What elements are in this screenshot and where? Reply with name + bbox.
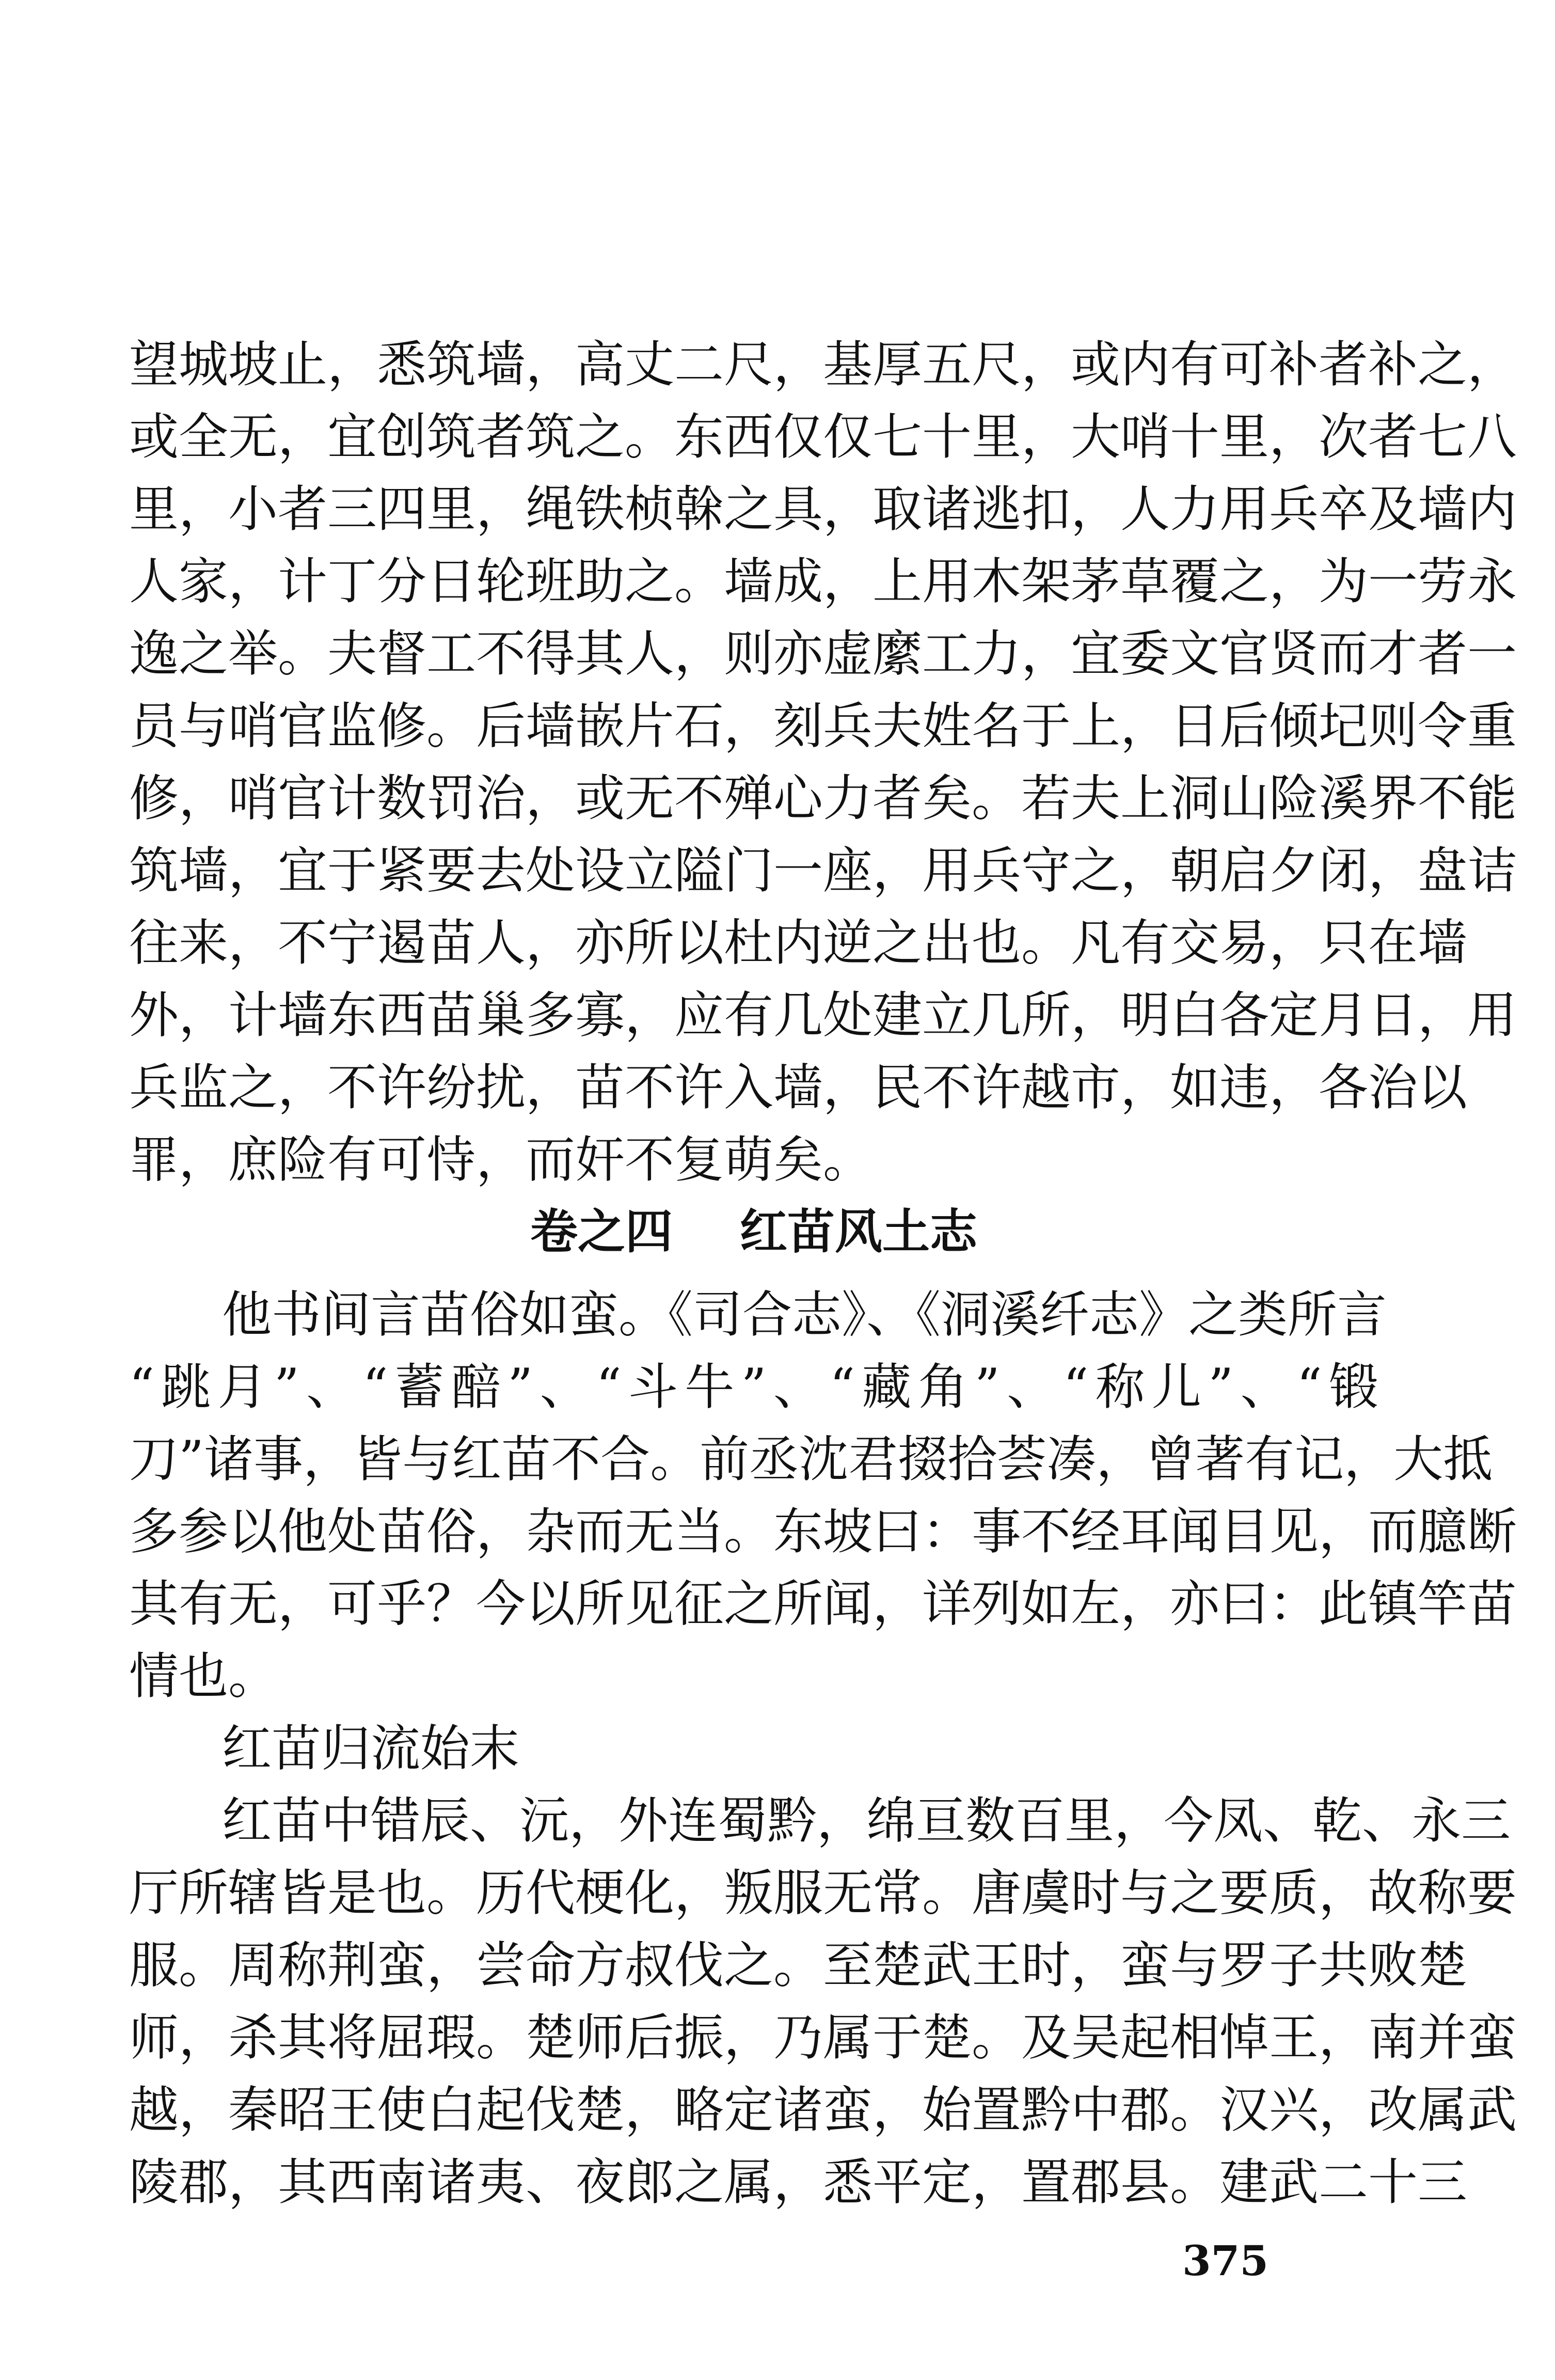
text-line: 其有无，可乎？今以所见征之所闻，详列如左，亦曰：此镇竿苗: [129, 1575, 1517, 1633]
text-line: 外，计墙东西苗巢多寡，应有几处建立几所，明白各定月日，用: [129, 986, 1517, 1044]
text-line: 人家，计丁分日轮班助之。墙成，上用木架茅草覆之，为一劳永: [129, 553, 1517, 610]
text-line: “跳月”、“蓄醅”、“斗牛”、“藏角”、“称儿”、“锻: [129, 1358, 1378, 1416]
text-line: 逸之举。夫督工不得其人，则亦虚縻工力，宜委文官贤而才者一: [129, 625, 1517, 683]
text-line: 往来，不宁遏苗人，亦所以杜内逆之出也。凡有交易，只在墙: [129, 914, 1467, 972]
text-line: 师，杀其将屈瑕。楚师后振，乃属于楚。及吴起相悼王，南并蛮: [129, 2009, 1517, 2067]
text-line: 或全无，宜创筑者筑之。东西仅仅七十里，大哨十里，次者七八: [129, 408, 1517, 466]
chapter-title: 红苗风土志: [740, 1204, 978, 1259]
text-line: 筑墙，宜于紧要去处设立隘门一座，用兵守之，朝启夕闭，盘诘: [129, 842, 1517, 900]
text-line: 刀”诸事，皆与红苗不合。前丞沈君掇拾荟凑，曾著有记，大抵: [129, 1430, 1493, 1488]
page-number: 375: [1182, 2236, 1268, 2285]
chapter-volume: 卷之四: [530, 1204, 673, 1259]
text-line: 修，哨官计数罚治，或无不殚心力者矣。若夫上洞山险溪界不能: [129, 769, 1517, 827]
text-line: 望城坡止，悉筑墙，高丈二尺，基厚五尺，或内有可补者补之，: [129, 336, 1517, 393]
section-subheading: 红苗归流始末: [222, 1720, 519, 1777]
text-line: 情也。: [129, 1647, 278, 1705]
text-line: 员与哨官监修。后墙嵌片石，刻兵夫姓名于上，日后倾圮则令重: [129, 697, 1517, 755]
text-line: 罪，庶险有可恃，而奸不复萌矣。: [129, 1131, 872, 1189]
text-line: 红苗中错辰、沅，外连蜀黔，绵亘数百里，今凤、乾、永三: [222, 1792, 1511, 1850]
text-line: 陵郡，其西南诸夷、夜郎之属，悉平定，置郡县。建武二十三: [129, 2153, 1467, 2211]
text-line: 他书间言苗俗如蛮。《司合志》、《洞溪纤志》之类所言: [222, 1286, 1387, 1344]
text-line: 越，秦昭王使白起伐楚，略定诸蛮，始置黔中郡。汉兴，改属武: [129, 2081, 1517, 2139]
text-line: 服。周称荆蛮，尝命方叔伐之。至楚武王时，蛮与罗子共败楚: [129, 1936, 1467, 1994]
chapter-heading: [129, 1203, 1378, 1261]
text-line: 里，小者三四里，绳铁桢榦之具，取诸逃扣，人力用兵卒及墙内: [129, 480, 1517, 538]
text-line: 兵监之，不许纷扰，苗不许入墙，民不许越市，如违，各治以: [129, 1059, 1467, 1116]
text-line: 厅所辖皆是也。历代梗化，叛服无常。唐虞时与之要质，故称要: [129, 1864, 1517, 1922]
text-line: 多参以他处苗俗，杂而无当。东坡曰：事不经耳闻目见，而臆断: [129, 1503, 1517, 1561]
